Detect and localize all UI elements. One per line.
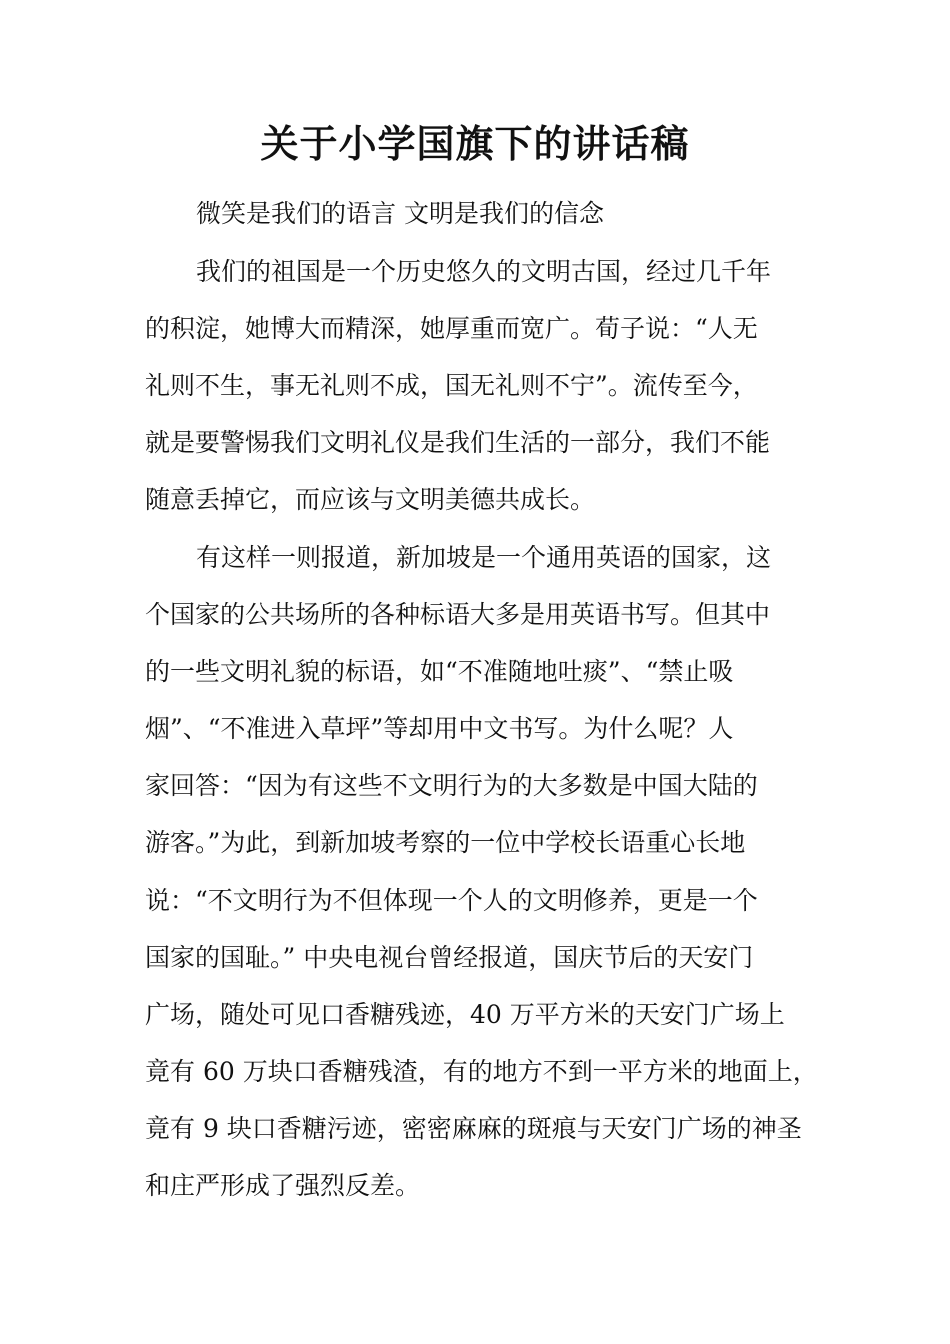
- paragraph1-line-5: 随意丢掉它，而应该与文明美德共成长。: [145, 485, 596, 514]
- subtitle-line: 微笑是我们的语言 文明是我们的信念: [196, 199, 604, 228]
- paragraph2-line-11: 竟有 9 块口香糖污迹，密密麻麻的斑痕与天安门广场的神圣: [145, 1114, 802, 1143]
- paragraph2-line-4: 烟”、“不准进入草坪”等却用中文书写。为什么呢？人: [145, 714, 734, 743]
- paragraph2-line-5: 家回答：“因为有这些不文明行为的大多数是中国大陆的: [145, 771, 758, 800]
- paragraph1-line-1: 我们的祖国是一个历史悠久的文明古国，经过几千年: [196, 257, 772, 286]
- paragraph2-line-8: 国家的国耻。” 中央电视台曾经报道，国庆节后的天安门: [145, 943, 754, 972]
- paragraph2-line-9: 广场，随处可见口香糖残迹，40 万平方米的天安门广场上: [145, 1000, 785, 1029]
- paragraph2-line-1: 有这样一则报道，新加坡是一个通用英语的国家，这: [196, 543, 772, 572]
- paragraph1-line-4: 就是要警惕我们文明礼仪是我们生活的一部分，我们不能: [145, 428, 771, 457]
- paragraph2-line-12: 和庄严形成了强烈反差。: [145, 1171, 421, 1200]
- paragraph1-line-2: 的积淀，她博大而精深，她厚重而宽广。荀子说：“人无: [145, 314, 758, 343]
- paragraph2-line-2: 个国家的公共场所的各种标语大多是用英语书写。但其中: [145, 600, 771, 629]
- paragraph2-line-10: 竟有 60 万块口香糖残渣，有的地方不到一平方米的地面上，: [145, 1057, 818, 1086]
- paragraph2-line-3: 的一些文明礼貌的标语，如“不准随地吐痰”、“禁止吸: [145, 657, 734, 686]
- paragraph1-line-3: 礼则不生，事无礼则不成，国无礼则不宁”。流传至今，: [145, 371, 758, 400]
- document-title: 关于小学国旗下的讲话稿: [260, 122, 690, 166]
- paragraph2-line-6: 游客。”为此，到新加坡考察的一位中学校长语重心长地: [145, 828, 746, 857]
- paragraph2-line-7: 说：“不文明行为不但体现一个人的文明修养，更是一个: [145, 886, 758, 915]
